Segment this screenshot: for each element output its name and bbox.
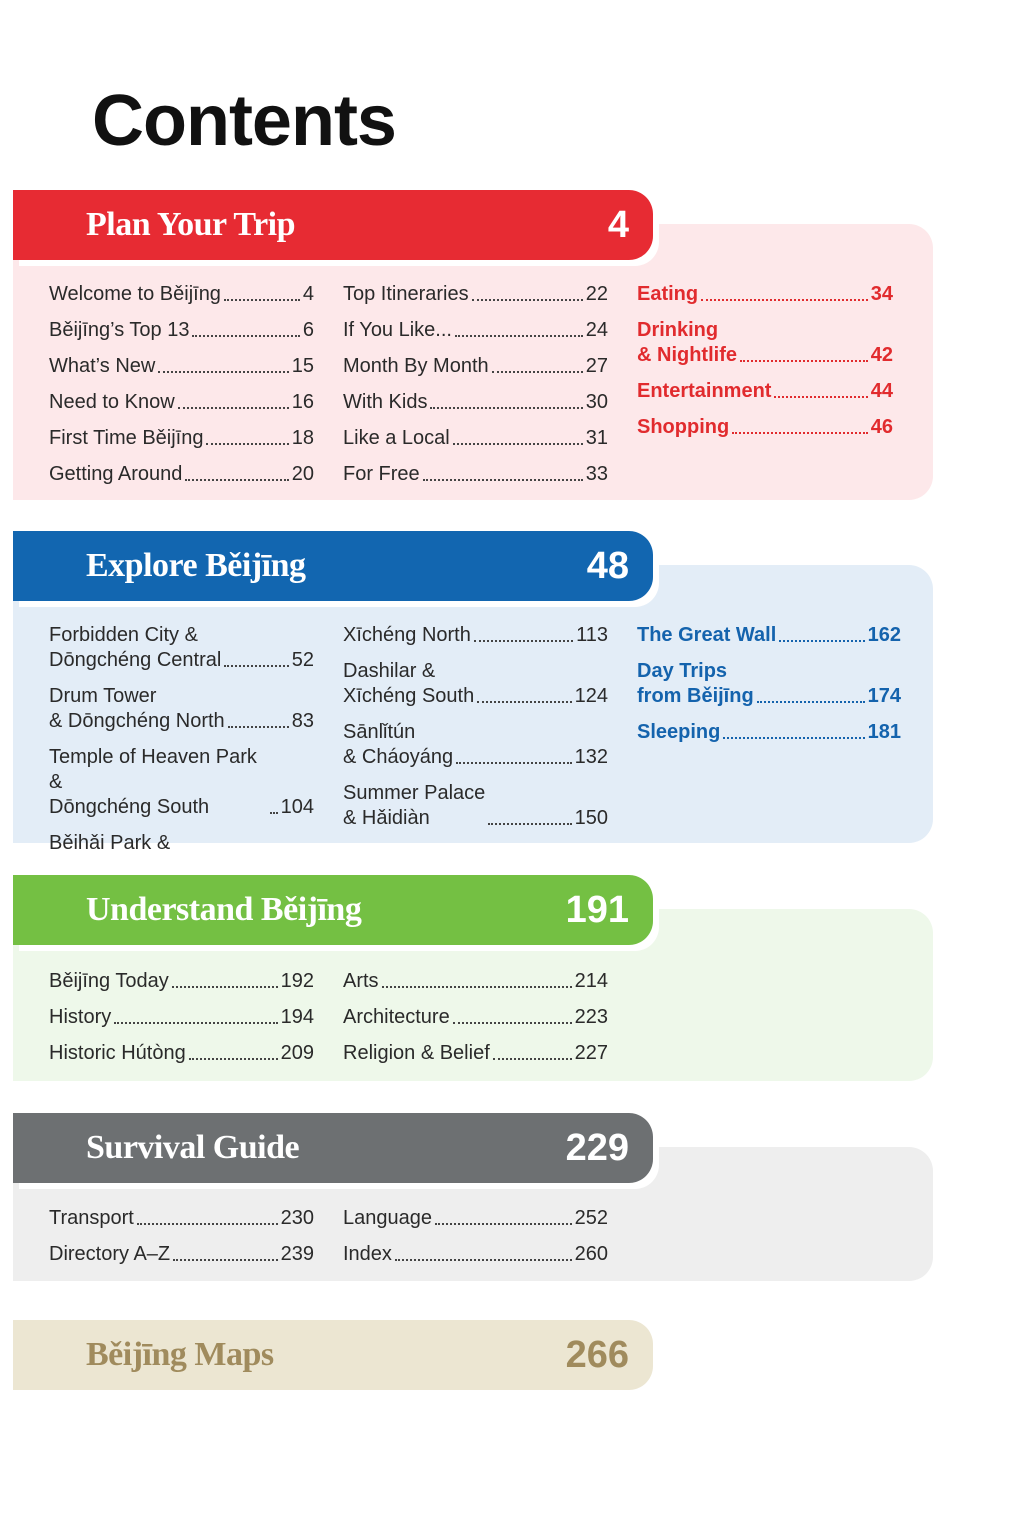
toc-entry-page: 227 bbox=[574, 1042, 608, 1064]
dot-leader bbox=[114, 1022, 277, 1024]
toc-entry-page: 214 bbox=[574, 970, 608, 992]
toc-entry-label: Religion & Belief bbox=[343, 1042, 490, 1064]
toc-entry-page: 44 bbox=[870, 380, 893, 402]
section-beijing-maps bbox=[13, 1320, 933, 1390]
toc-entry-page: 30 bbox=[585, 391, 608, 413]
toc-entry[interactable] bbox=[49, 390, 314, 415]
toc-entry-label: For Free bbox=[343, 463, 420, 485]
dot-leader bbox=[178, 407, 289, 409]
section-header[interactable] bbox=[13, 1320, 653, 1390]
dot-leader bbox=[435, 1223, 572, 1225]
toc-entry-label: Sleeping bbox=[637, 721, 721, 743]
toc-entry-page: 18 bbox=[291, 427, 314, 449]
toc-entry-page: 230 bbox=[280, 1207, 314, 1229]
toc-entry-page: 113 bbox=[576, 624, 608, 646]
dot-leader bbox=[472, 299, 583, 301]
toc-entry-label: Arts bbox=[343, 970, 379, 992]
toc-entry-label: With Kids bbox=[343, 391, 428, 413]
toc-entry-label: Month By Month bbox=[343, 355, 489, 377]
section-header[interactable] bbox=[13, 190, 653, 260]
section-title: Běijīng Maps bbox=[86, 1336, 274, 1373]
toc-entry-label: Welcome to Běijīng bbox=[49, 283, 221, 305]
toc-entry[interactable] bbox=[49, 354, 314, 379]
toc-entry[interactable] bbox=[343, 462, 608, 487]
toc-entry-label: Architecture bbox=[343, 1006, 450, 1028]
toc-entry-page: 174 bbox=[867, 685, 901, 707]
toc-entry-label: Drum Tower & Dōngchéng North bbox=[49, 685, 225, 732]
toc-entry-page: 209 bbox=[280, 1042, 314, 1064]
toc-entry-page: 6 bbox=[302, 319, 314, 341]
toc-entry-page: 181 bbox=[867, 721, 901, 743]
toc-entry-page: 192 bbox=[280, 970, 314, 992]
toc-entry[interactable] bbox=[343, 623, 608, 648]
section-page-number: 48 bbox=[586, 545, 629, 587]
dot-leader bbox=[395, 1259, 572, 1261]
toc-entry[interactable] bbox=[637, 623, 901, 648]
dot-leader bbox=[492, 371, 583, 373]
toc-entry-page: 124 bbox=[574, 685, 608, 707]
toc-entry[interactable] bbox=[49, 426, 314, 451]
dot-leader bbox=[456, 762, 572, 764]
toc-entry[interactable] bbox=[49, 745, 314, 820]
toc-entry-page: 46 bbox=[870, 416, 893, 438]
toc-entry-page: 4 bbox=[302, 283, 314, 305]
toc-entry-label: Temple of Heaven Park & Dōngchéng South bbox=[49, 746, 257, 818]
toc-entry[interactable] bbox=[343, 1005, 608, 1030]
toc-entry-page: 20 bbox=[291, 463, 314, 485]
toc-column bbox=[343, 1206, 608, 1278]
toc-entry[interactable] bbox=[343, 659, 608, 709]
dot-leader bbox=[779, 640, 864, 642]
toc-entry-label: Běijīng’s Top 13 bbox=[49, 319, 190, 341]
section-understand-beijing bbox=[13, 875, 933, 1081]
toc-entry[interactable] bbox=[49, 969, 314, 994]
toc-entry-label: The Great Wall bbox=[637, 624, 777, 646]
toc-entry-page: 22 bbox=[585, 283, 608, 305]
toc-side-column bbox=[637, 282, 893, 451]
toc-entry[interactable] bbox=[637, 379, 893, 404]
toc-entry-label: Summer Palace & Hǎidiàn bbox=[343, 782, 486, 829]
toc-column bbox=[49, 1206, 314, 1278]
dot-leader bbox=[493, 1058, 572, 1060]
toc-entry[interactable] bbox=[343, 318, 608, 343]
toc-entry[interactable] bbox=[343, 720, 608, 770]
toc-column bbox=[343, 623, 608, 842]
dot-leader bbox=[740, 360, 868, 362]
toc-entry-page: 24 bbox=[585, 319, 608, 341]
toc-entry[interactable] bbox=[343, 354, 608, 379]
dot-leader bbox=[455, 335, 583, 337]
toc-entry[interactable] bbox=[343, 1206, 608, 1231]
dot-leader bbox=[224, 299, 300, 301]
dot-leader bbox=[228, 726, 289, 728]
toc-entry-label: History bbox=[49, 1006, 112, 1028]
dot-leader bbox=[189, 1058, 278, 1060]
dot-leader bbox=[723, 737, 864, 739]
toc-entry[interactable] bbox=[49, 318, 314, 343]
section-survival-guide bbox=[13, 1113, 933, 1281]
section-page-number: 4 bbox=[607, 204, 629, 246]
toc-entry-label: Top Itineraries bbox=[343, 283, 469, 305]
toc-column bbox=[343, 282, 608, 498]
toc-entry-label: If You Like... bbox=[343, 319, 452, 341]
toc-entry[interactable] bbox=[49, 462, 314, 487]
toc-entry-page: 34 bbox=[870, 283, 893, 305]
toc-column bbox=[49, 623, 314, 856]
toc-entry[interactable] bbox=[49, 1041, 314, 1066]
toc-entry[interactable] bbox=[637, 282, 893, 307]
toc-entry-label: Běijīng Today bbox=[49, 970, 169, 992]
toc-entry-page: 33 bbox=[585, 463, 608, 485]
section-explore-beijing bbox=[13, 531, 933, 854]
dot-leader bbox=[732, 432, 868, 434]
toc-entry-label: Need to Know bbox=[49, 391, 175, 413]
toc-entry-label: Eating bbox=[637, 283, 699, 305]
toc-entry-label: Drinking & Nightlife bbox=[637, 319, 737, 366]
toc-entry-page: 42 bbox=[870, 344, 893, 366]
dot-leader bbox=[270, 812, 278, 814]
toc-entry-page: 104 bbox=[280, 796, 314, 818]
toc-entry-label: Directory A–Z bbox=[49, 1243, 171, 1265]
section-title: Explore Běijīng bbox=[86, 547, 306, 584]
toc-entry[interactable] bbox=[49, 1242, 314, 1267]
toc-entry[interactable] bbox=[343, 781, 608, 831]
toc-entry-label: Day Trips from Běijīng bbox=[637, 660, 754, 707]
dot-leader bbox=[206, 443, 288, 445]
toc-entry-label: Index bbox=[343, 1243, 392, 1265]
section-header[interactable] bbox=[13, 1113, 653, 1183]
dot-leader bbox=[477, 701, 571, 703]
section-page-number: 266 bbox=[565, 1334, 629, 1376]
toc-entry[interactable] bbox=[637, 659, 901, 709]
toc-entry-label: Xīchéng North bbox=[343, 624, 471, 646]
section-header[interactable] bbox=[13, 531, 653, 601]
toc-entry-page: 150 bbox=[574, 807, 608, 829]
toc-entry-page: 83 bbox=[291, 710, 314, 732]
dot-leader bbox=[488, 823, 571, 825]
toc-entry-page: 16 bbox=[291, 391, 314, 413]
toc-entry-label: Forbidden City & Dōngchéng Central bbox=[49, 624, 222, 671]
dot-leader bbox=[701, 299, 868, 301]
toc-entry[interactable] bbox=[637, 318, 893, 368]
section-plan-your-trip bbox=[13, 190, 933, 500]
toc-entry[interactable] bbox=[343, 1242, 608, 1267]
toc-entry-page: 27 bbox=[585, 355, 608, 377]
toc-entry[interactable] bbox=[343, 426, 608, 451]
toc-entry-label: Dashilar & Xīchéng South bbox=[343, 660, 475, 707]
dot-leader bbox=[382, 986, 572, 988]
toc-entry[interactable] bbox=[49, 684, 314, 734]
toc-entry-label: Shopping bbox=[637, 416, 730, 438]
section-page-number: 191 bbox=[565, 889, 629, 931]
toc-entry-page: 223 bbox=[574, 1006, 608, 1028]
dot-leader bbox=[430, 407, 582, 409]
toc-entry-page: 52 bbox=[291, 649, 314, 671]
toc-entry-label: What’s New bbox=[49, 355, 156, 377]
section-title: Plan Your Trip bbox=[86, 206, 296, 243]
dot-leader bbox=[173, 1259, 277, 1261]
toc-entry-label: Getting Around bbox=[49, 463, 183, 485]
toc-column bbox=[343, 969, 608, 1077]
toc-entry[interactable] bbox=[49, 623, 314, 673]
toc-entry[interactable] bbox=[637, 415, 893, 440]
toc-entry[interactable] bbox=[49, 282, 314, 307]
toc-entry[interactable] bbox=[343, 282, 608, 307]
dot-leader bbox=[137, 1223, 278, 1225]
toc-column bbox=[49, 969, 314, 1077]
dot-leader bbox=[453, 443, 583, 445]
toc-entry-label: Transport bbox=[49, 1207, 134, 1229]
toc-entry[interactable] bbox=[343, 390, 608, 415]
dot-leader bbox=[757, 701, 865, 703]
page-title: Contents bbox=[92, 81, 396, 161]
toc-entry-label: Language bbox=[343, 1207, 432, 1229]
toc-entry-label: Historic Hútòng bbox=[49, 1042, 186, 1064]
toc-entry[interactable] bbox=[49, 1005, 314, 1030]
dot-leader bbox=[192, 335, 299, 337]
toc-entry-page: 194 bbox=[280, 1006, 314, 1028]
toc-entry[interactable] bbox=[637, 720, 901, 745]
dot-leader bbox=[224, 665, 288, 667]
toc-entry[interactable] bbox=[49, 1206, 314, 1231]
dot-leader bbox=[474, 640, 573, 642]
toc-entry-page: 239 bbox=[280, 1243, 314, 1265]
toc-entry-page: 252 bbox=[574, 1207, 608, 1229]
toc-entry-label: Entertainment bbox=[637, 380, 772, 402]
dot-leader bbox=[172, 986, 278, 988]
toc-entry-label: Like a Local bbox=[343, 427, 450, 449]
section-header[interactable] bbox=[13, 875, 653, 945]
toc-entry-page: 162 bbox=[867, 624, 901, 646]
dot-leader bbox=[453, 1022, 572, 1024]
dot-leader bbox=[185, 479, 288, 481]
toc-entry-page: 260 bbox=[574, 1243, 608, 1265]
section-page-number: 229 bbox=[565, 1127, 629, 1169]
toc-entry-page: 132 bbox=[574, 746, 608, 768]
toc-entry-label: Běihǎi Park & bbox=[49, 832, 171, 854]
toc-entry-label: Sānlǐtún & Cháoyáng bbox=[343, 721, 454, 768]
toc-entry-page: 31 bbox=[585, 427, 608, 449]
section-title: Survival Guide bbox=[86, 1129, 300, 1166]
dot-leader bbox=[158, 371, 288, 373]
toc-entry[interactable] bbox=[343, 1041, 608, 1066]
toc-column bbox=[49, 282, 314, 498]
toc-entry[interactable] bbox=[49, 831, 314, 856]
section-title: Understand Běijīng bbox=[86, 891, 362, 928]
toc-side-column bbox=[637, 623, 901, 756]
dot-leader bbox=[774, 396, 867, 398]
toc-entry-page: 15 bbox=[291, 355, 314, 377]
toc-entry[interactable] bbox=[343, 969, 608, 994]
toc-entry-label: First Time Běijīng bbox=[49, 427, 204, 449]
dot-leader bbox=[423, 479, 583, 481]
